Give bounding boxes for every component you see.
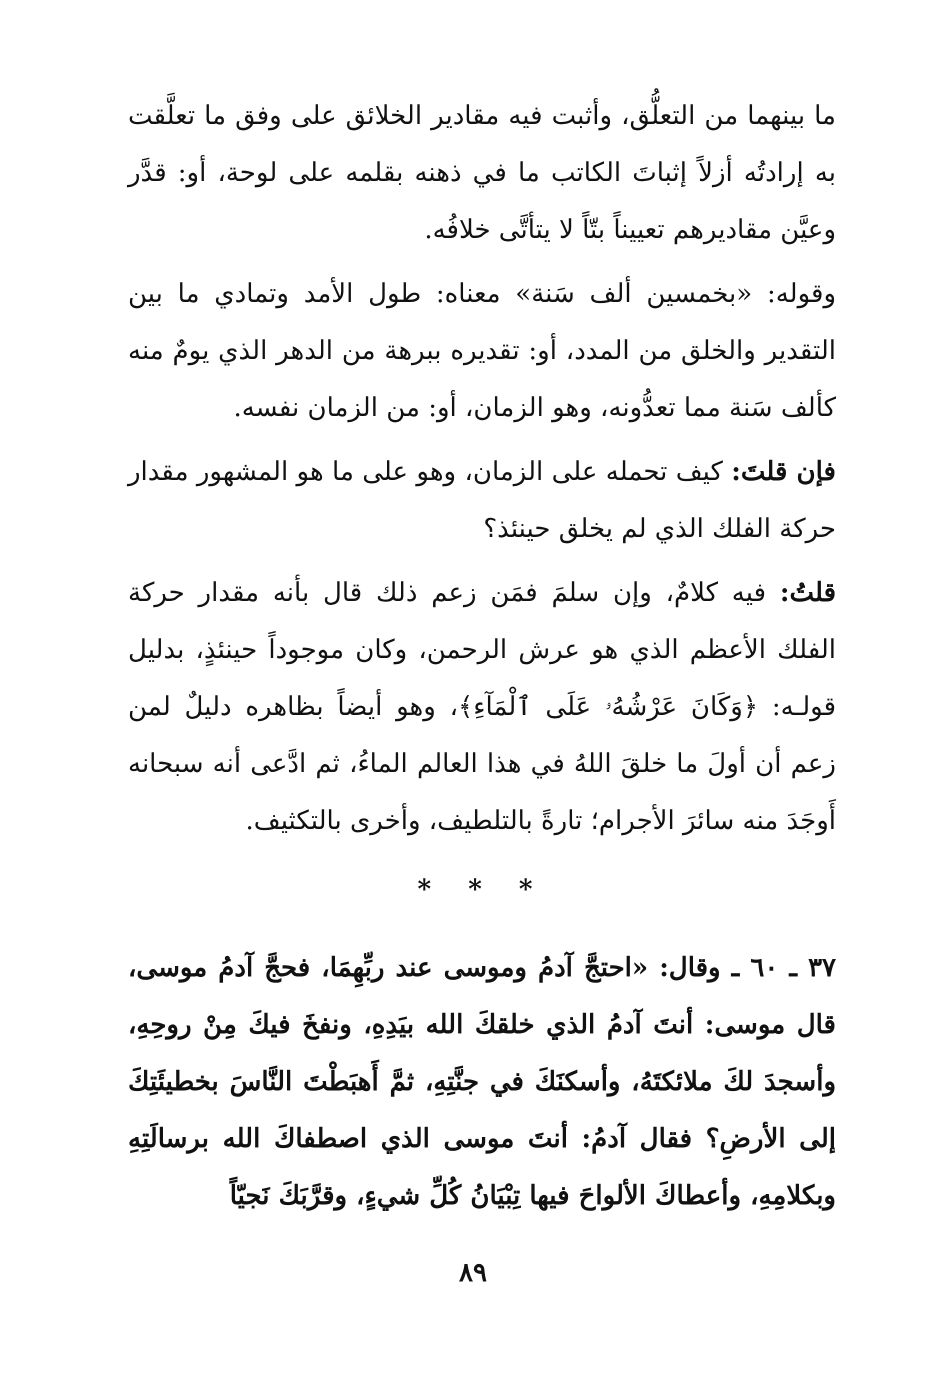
paragraph-2-text: وقوله: «بخمسين ألف سَنة» معناه: طول الأمد وتمادي ما بين التقدير والخلق من المدد، أو: تقديره ببرهة من الدهر الذي يومٌ منه كألف سَنة مما تعدُّونه، وهو الزمان، أو: من الزمان نفسه.: [128, 279, 836, 423]
section-separator: * * *: [417, 875, 547, 905]
paragraph-1: [128, 88, 836, 259]
paragraph-3-lead: فإن قلتَ:: [731, 457, 836, 487]
hadith-paragraph: [128, 940, 836, 1225]
page-body: [128, 88, 836, 1225]
paragraph-1-text: ما بينهما من التعلُّق، وأثبت فيه مقادير الخلائق على وفق ما تعلَّقت به إرادتُه أزلاً إثباتَ الكاتب ما في ذهنه بقلمه على لوحة، أو: قدَّر وعيَّن مقاديرهم تعييناً بتّاً لا يتأتَّى خلافُه.: [128, 101, 836, 245]
paragraph-4-text: فيه كلامٌ، وإن سلمَ فمَن زعم ذلك قال بأنه مقدار حركة الفلك الأعظم الذي هو عرش الرحمن، وكان موجوداً حينئذٍ، بدليل قولـه: ﴿وَكَانَ عَرْشُهُۥ عَلَى ٱلْمَآءِ﴾، وهو أيضاً بظاهره دليلٌ لمن زعم أن أولَ ما خلقَ اللهُ في هذا العالم الماءُ، ثم ادَّعى أنه سبحانه أَوجَدَ منه سائرَ الأجرام؛ تارةً بالتلطيف، وأخرى بالتكثيف.: [128, 578, 836, 836]
paragraph-3-text: كيف تحمله على الزمان، وهو على ما هو المشهور مقدار حركة الفلك الذي لم يخلق حينئذ؟: [128, 457, 836, 544]
paragraph-4-lead: قلتُ:: [779, 578, 837, 608]
paragraph-3: [128, 444, 836, 558]
paragraph-2: [128, 266, 836, 437]
paragraph-4: [128, 565, 836, 850]
page-number: ٨٩: [459, 1258, 487, 1288]
hadith-text: ٣٧ ـ ٦٠ ـ وقال: «احتجَّ آدمُ وموسى عند ربِّهِمَا، فحجَّ آدمُ موسى، قال موسى: أنتَ آدمُ الذي خلقكَ الله بيَدِهِ، ونفخَ فيكَ مِنْ روحِهِ، وأسجدَ لكَ ملائكتَهُ، وأسكنَكَ في جنَّتِهِ، ثمَّ أَهبَطْتَ النَّاسَ بخطيئَتِكَ إلى الأرضِ؟ فقال آدمُ: أنتَ موسى الذي اصطفاكَ الله برسالَتِهِ وبكلامِهِ، وأعطاكَ الألواحَ فيها تِبْيَانُ كُلِّ شيءٍ، وقرَّبَكَ نَجيّاً: [128, 953, 836, 1211]
